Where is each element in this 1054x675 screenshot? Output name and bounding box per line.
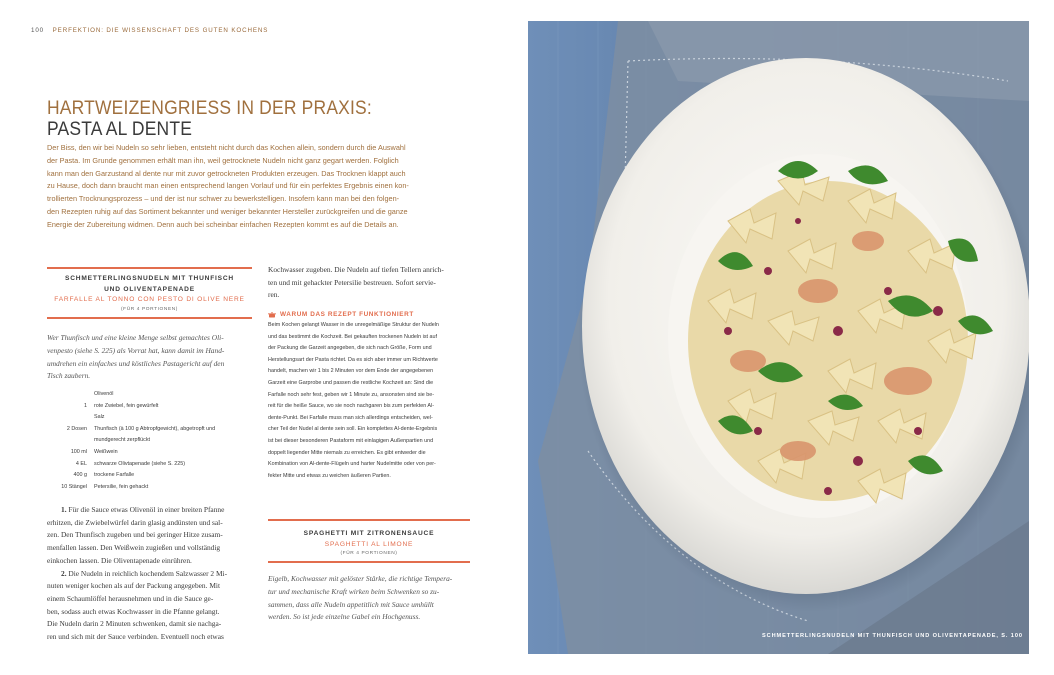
why-heading [268, 309, 470, 320]
section-title: PERFEKTION: DIE WISSENSCHAFT DES GUTEN KOCHENS [52, 27, 269, 34]
why-line: dente-Punkt. Bei Farfalle muss man sich allerdings entscheiden, wel- [268, 414, 433, 421]
ingredient-name: Thunfisch (à 100 g Abtropfgewicht), abgetropft und [94, 425, 216, 432]
photo-caption: SCHMETTERLINGSNUDELN MIT THUNFISCH UND OLIVENTAPENADE, S. 100 [762, 633, 1023, 639]
ingredient-qty: 400 g [73, 472, 87, 479]
step-number: 1. [61, 505, 67, 514]
recipe2-intro-line: sammen, dass alle Nudeln appetitlich mit Sauce umhüllt [268, 599, 434, 609]
ingredient-qty: 10 Stängel [61, 483, 87, 490]
intro-line: Energie der Zubereitung widmen. Denn auch bei scheinbar einfachen Rezepten kommt es auf die Details an. [47, 219, 399, 229]
ingredient-qty: 100 ml [70, 448, 87, 455]
title-line-1: HARTWEIZENGRIESS IN DER PRAXIS: [47, 98, 372, 119]
recipe1-intro-line: Wer Thunfisch und eine kleine Menge selbst gemachtes Oli- [47, 333, 224, 342]
intro-line: zu Hause, doch dann braucht man einen entsprechend langen Vorlauf und für ein perfektes Ergebnis einen kon- [47, 181, 409, 191]
step-line: einem Schaumlöffel herausnehmen und in die Sauce ge- [47, 593, 214, 603]
recipe2-title-box [268, 519, 470, 563]
ingredient-qty [47, 435, 94, 447]
step-line: ren und sich mit der Sauce verbinden. Eventuell noch etwas [47, 632, 224, 642]
ingredient-row [47, 435, 262, 447]
step-line [47, 504, 253, 517]
ingredient-name: rote Zwiebel, fein gewürfelt [94, 402, 159, 409]
recipe-rule-top [47, 267, 252, 274]
ingredients-list [47, 389, 262, 493]
why-line: ist bei dieser besonderen Pastaform mit einlagigen Außenpartien und [268, 437, 434, 444]
recipe2-intro-line: Eigelb, Kochwasser mit gelöster Stärke, die richtige Tempera- [268, 574, 453, 583]
ingredient-qty: 4 EL [75, 460, 87, 467]
ingredient-row [47, 412, 262, 424]
ingredient-qty [47, 389, 94, 401]
recipe1-steps [47, 504, 253, 644]
recipe1-title-line2: UND OLIVENTAPENADE [104, 285, 195, 293]
step-line: nuten weniger kochen als auf der Packung angegeben. Mit [47, 581, 221, 591]
why-line: Beim Kochen gelangt Wasser in die unregelmäßige Struktur der Nudeln [268, 322, 439, 328]
ingredient-row [47, 447, 262, 459]
step-line: erhitzen, die Zwiebelwürfel darin glasig andünsten und sal- [47, 517, 223, 527]
page-number: 100 [31, 27, 45, 34]
ingredient-qty: 1 [84, 402, 87, 409]
pot-icon [268, 312, 276, 318]
ingredient-qty: 2 Dosen [66, 425, 87, 432]
continuation-line: ten und mit gehackter Petersilie bestreuen. Sofort servie- [268, 277, 436, 287]
recipe2-italian-name: SPAGHETTI AL LIMONE [324, 540, 414, 548]
why-line: Herstellungsart der Pasta richtet. Da es sich aber immer um Richtwerte [268, 356, 438, 363]
recipe1-intro-line: umdrehen ein einfaches und köstliches Pastagericht auf den [47, 358, 225, 368]
ingredient-qty [47, 412, 94, 424]
why-line: und das bestimmt die Kochzeit. Bei gekauften trockenen Nudeln ist auf [268, 333, 438, 340]
why-line: fekter Mitte und etwas zu weichen äußeren Partien. [268, 472, 391, 479]
intro-line: der Pasta. Im Grunde genommen erhält man ihn, weil getrocknete Nudeln nicht ganz gegart werden. Folglich [47, 155, 399, 165]
ingredient-row [47, 401, 262, 413]
ingredient-name: mundgerecht zerpflückt [94, 437, 151, 444]
intro-paragraph [47, 142, 470, 232]
recipe2-intro [268, 573, 470, 624]
continuation-line: Kochwasser zugeben. Die Nudeln auf tiefen Tellern anrich- [268, 265, 444, 274]
pasta-plate-illustration [528, 21, 1029, 654]
step-line: einkochen lassen. Die Oliventapenade einrühren. [47, 555, 192, 565]
ingredient-row [47, 424, 262, 436]
recipe1-intro [47, 332, 253, 383]
title-line-2: PASTA AL DENTE [47, 119, 193, 140]
why-line: Farfalle noch sehr fest, geben wir 1 Minute zu, ansonsten sind sie be- [268, 391, 435, 398]
recipe1-continuation [268, 264, 470, 302]
why-line: handelt, machen wir 1 bis 2 Minuten vor dem Ende der angegebenen [268, 368, 434, 375]
intro-line: trollierten Trocknungsprozess – und der ist nur schwer zu bewerkstelligen. Insofern kann man bei den folgen- [47, 194, 400, 204]
why-line: der Packung die Garzeit angegeben, die sich nach Größe, Form und [268, 345, 432, 352]
recipe2-intro-line: tur und mechanische Kraft wirken beim Schwenken so zu- [268, 586, 440, 596]
ingredient-row [47, 389, 262, 401]
recipe1-title-box [47, 267, 252, 319]
food-photo [528, 21, 1029, 654]
why-line: cher Teil der Nudel al dente sein soll. Ein komplettes Al-dente-Ergebnis [268, 426, 438, 433]
ingredient-row [47, 482, 262, 494]
step-text: Die Nudeln in reichlich kochendem Salzwasser 2 Mi- [68, 568, 228, 578]
step-text: Für die Sauce etwas Olivenöl in einer breiten Pfanne [68, 505, 225, 514]
continuation-line: ren. [268, 290, 280, 300]
recipe-rule-top [268, 519, 470, 529]
ingredient-row [47, 459, 262, 471]
recipe2-title: SPAGHETTI MIT ZITRONENSAUCE [303, 530, 435, 537]
ingredient-name: Salz [94, 414, 105, 421]
why-line: Garzeit eine Garprobe und passen die restliche Kochzeit an: Sind die [268, 379, 434, 386]
step-number: 2. [61, 568, 67, 578]
why-it-works-box [268, 309, 470, 482]
intro-line: Der Biss, den wir bei Nudeln so sehr lieben, entsteht nicht durch das Kochen allein, sondern durch die Auswahl [47, 143, 406, 152]
why-heading-text: WARUM DAS REZEPT FUNKTIONIERT [280, 311, 414, 318]
intro-line: kann man den Garzustand al dente nur mit zuvor getrockneten Produkten erzeugen. Das Trocknen klappt auch [47, 168, 406, 178]
ingredient-name: Weißwein [94, 448, 118, 455]
recipe1-portions: (FÜR 4 PORTIONEN) [47, 306, 252, 319]
ingredient-name: schwarze Olivtapenade (siehe S. 225) [94, 460, 186, 467]
chapter-title [47, 98, 467, 140]
ingredient-name: Olivenöl [94, 391, 114, 397]
step-line [47, 568, 253, 581]
ingredient-name: Petersilie, fein gehackt [94, 483, 149, 490]
recipe1-intro-line: Tisch zaubern. [47, 371, 91, 381]
step-line: ben, sodass auch etwas Kochwasser in die Pfanne gelangt. [47, 606, 220, 616]
running-head [31, 27, 268, 34]
why-line: reit für die heiße Sauce, wo sie noch nachgaren bis zum perfekten Al- [268, 403, 435, 410]
recipe1-italian-name: FARFALLE AL TONNO CON PESTO DI OLIVE NERE [54, 296, 245, 303]
step-line: menfallen lassen. Den Weißwein zugießen und vollständig [47, 543, 221, 553]
recipe1-intro-line: venpesto (siehe S. 225) als Vorrat hat, kann damit im Hand- [47, 345, 225, 355]
step-line: zen. Den Thunfisch zugeben und bei geringer Hitze zusam- [47, 530, 223, 540]
step-line: Die Nudeln darin 2 Minuten schwenken, damit sie nachga- [47, 619, 222, 629]
recipe1-title-line1: SCHMETTERLINGSNUDELN MIT THUNFISCH [65, 275, 234, 282]
why-text [268, 320, 470, 482]
intro-line: den Rezepten ruhig auf das Sortiment bekannter und weniger bekannter Hersteller zurückgreifen und die ganze [47, 206, 408, 216]
recipe2-intro-line: werden. So ist jede einzelne Gabel ein Hochgenuss. [268, 612, 421, 622]
why-line: Kombination von Al-dente-Flügeln und harter Nudelmitte oder von per- [268, 461, 436, 468]
ingredient-name: trockene Farfalle [94, 472, 135, 479]
ingredient-row [47, 470, 262, 482]
recipe2-portions: (FÜR 4 PORTIONEN) [268, 550, 470, 563]
why-line: doppelt liegender Mitte niemals zu erreichen. Es gibt entweder die [268, 449, 426, 456]
